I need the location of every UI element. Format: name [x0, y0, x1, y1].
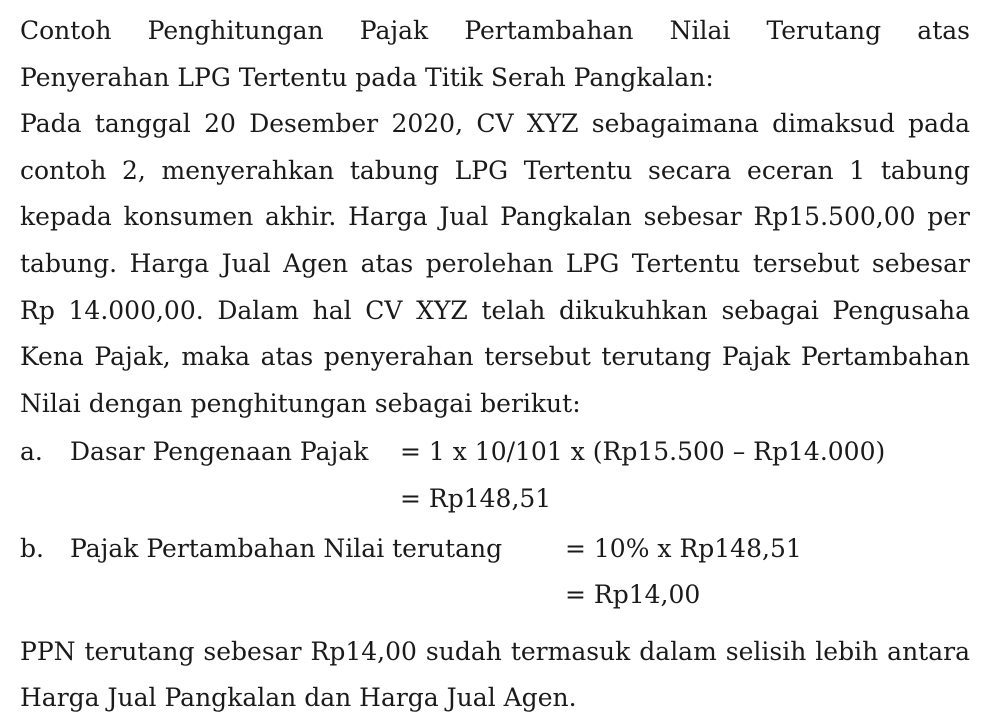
example-paragraph: Pada tanggal 20 Desember 2020, CV XYZ sebagaimana dimaksud pada contoh 2, menyerahkan tabung LPG Tertentu secara eceran 1 tabung kepada konsumen akhir. Harga Jual Pangkalan sebesar Rp15.500,00 per tabung. Harga Jual Agen atas perolehan LPG Tertentu tersebut sebesar Rp 14.000,00. Dalam hal CV XYZ telah dikukuhkan sebagai Pengusaha Kena Pajak, maka atas penyerahan tersebut terutang Pajak Pertambahan Nilai dengan penghitungan sebagai berikut:: [20, 109, 970, 418]
calculation-formula: = 1 x 10/101 x (Rp15.500 – Rp14.000): [400, 437, 886, 467]
list-marker: a.: [20, 437, 43, 467]
closing-paragraph: PPN terutang sebesar Rp14,00 sudah termasuk dalam selisih lebih antara Harga Jual Pangkalan dan Harga Jual Agen.: [20, 636, 970, 713]
calculation-result: = Rp148,51: [400, 483, 552, 513]
example-heading: [20, 8, 970, 101]
document-page: [20, 8, 970, 722]
heading-line-1: Contoh Penghitungan Pajak Pertambahan Nilai Terutang atas: [20, 16, 970, 45]
calculation-item-a: [20, 429, 970, 476]
calculation-item-b-result: [20, 572, 970, 619]
calculation-label: Pajak Pertambahan Nilai terutang: [70, 533, 503, 563]
calculation-label: Dasar Pengenaan Pajak: [70, 437, 369, 467]
calculation-result: = Rp14,00: [565, 580, 701, 610]
calculation-list: [20, 429, 970, 618]
calculation-item-a-result: [20, 476, 970, 523]
list-marker: b.: [20, 533, 44, 563]
heading-line-2: Penyerahan LPG Tertentu pada Titik Serah Pangkalan:: [20, 62, 714, 92]
calculation-item-b: [20, 526, 970, 573]
calculation-formula: = 10% x Rp148,51: [565, 533, 802, 563]
